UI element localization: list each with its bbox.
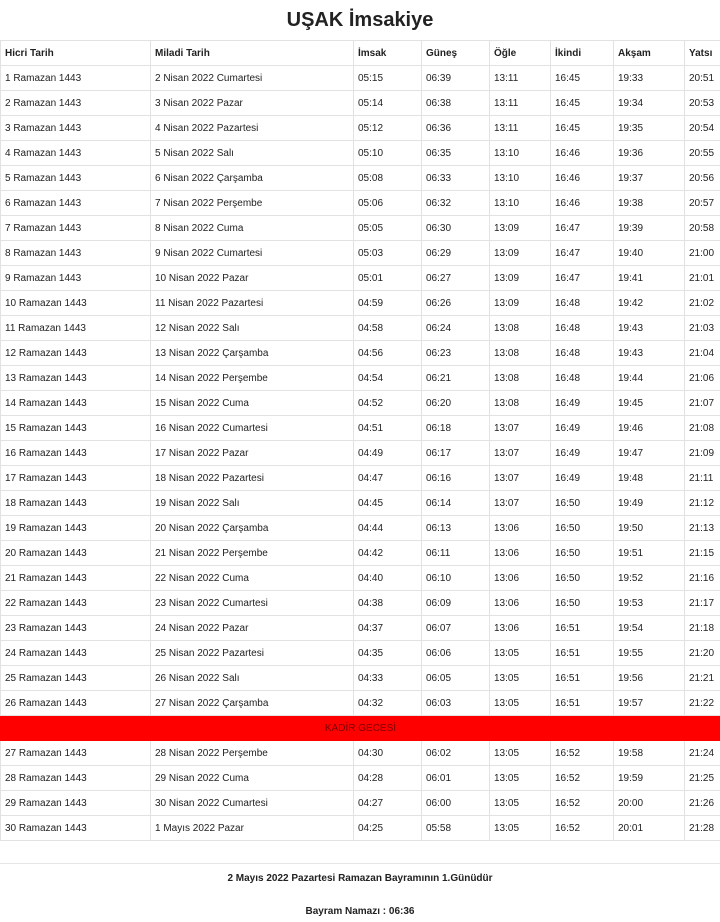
column-header-imsak: İmsak (354, 41, 422, 66)
cell-imsak: 04:37 (354, 616, 422, 641)
cell-miladi: 27 Nisan 2022 Çarşamba (151, 691, 354, 716)
cell-aksam: 19:51 (614, 541, 685, 566)
cell-miladi: 22 Nisan 2022 Cuma (151, 566, 354, 591)
cell-aksam: 19:42 (614, 291, 685, 316)
cell-yatsi: 21:26 (685, 791, 720, 816)
table-row (1, 316, 720, 341)
cell-ikindi: 16:50 (551, 491, 614, 516)
cell-hicri: 20 Ramazan 1443 (1, 541, 151, 566)
cell-yatsi: 21:00 (685, 241, 720, 266)
column-header-aksam: Akşam (614, 41, 685, 66)
table-row (1, 766, 720, 791)
cell-hicri: 4 Ramazan 1443 (1, 141, 151, 166)
cell-yatsi: 21:20 (685, 641, 720, 666)
cell-ogle: 13:06 (490, 566, 551, 591)
cell-gunes: 06:17 (422, 441, 490, 466)
cell-ikindi: 16:46 (551, 166, 614, 191)
cell-ikindi: 16:52 (551, 741, 614, 766)
cell-gunes: 06:32 (422, 191, 490, 216)
cell-miladi: 23 Nisan 2022 Cumartesi (151, 591, 354, 616)
cell-yatsi: 20:55 (685, 141, 720, 166)
table-row (1, 391, 720, 416)
cell-gunes: 06:30 (422, 216, 490, 241)
table-row (1, 816, 720, 841)
cell-ogle: 13:10 (490, 166, 551, 191)
cell-miladi: 18 Nisan 2022 Pazartesi (151, 466, 354, 491)
cell-imsak: 05:10 (354, 141, 422, 166)
cell-imsak: 04:35 (354, 641, 422, 666)
table-row (1, 791, 720, 816)
cell-imsak: 04:45 (354, 491, 422, 516)
table-row (1, 666, 720, 691)
cell-ogle: 13:08 (490, 391, 551, 416)
cell-hicri: 12 Ramazan 1443 (1, 341, 151, 366)
table-row (1, 741, 720, 766)
cell-imsak: 04:40 (354, 566, 422, 591)
cell-hicri: 17 Ramazan 1443 (1, 466, 151, 491)
cell-hicri: 16 Ramazan 1443 (1, 441, 151, 466)
table-row (1, 341, 720, 366)
cell-miladi: 24 Nisan 2022 Pazar (151, 616, 354, 641)
table-row (1, 691, 720, 716)
cell-hicri: 3 Ramazan 1443 (1, 116, 151, 141)
cell-gunes: 06:10 (422, 566, 490, 591)
table-row (1, 91, 720, 116)
cell-imsak: 04:47 (354, 466, 422, 491)
cell-imsak: 04:51 (354, 416, 422, 441)
cell-imsak: 04:27 (354, 791, 422, 816)
cell-aksam: 20:00 (614, 791, 685, 816)
table-row (1, 491, 720, 516)
cell-ikindi: 16:48 (551, 316, 614, 341)
cell-hicri: 14 Ramazan 1443 (1, 391, 151, 416)
table-row (1, 366, 720, 391)
cell-miladi: 25 Nisan 2022 Pazartesi (151, 641, 354, 666)
table-row (1, 516, 720, 541)
cell-ikindi: 16:51 (551, 691, 614, 716)
cell-ogle: 13:07 (490, 441, 551, 466)
cell-miladi: 8 Nisan 2022 Cuma (151, 216, 354, 241)
cell-ogle: 13:06 (490, 541, 551, 566)
column-header-ikindi: İkindi (551, 41, 614, 66)
cell-gunes: 06:16 (422, 466, 490, 491)
cell-hicri: 11 Ramazan 1443 (1, 316, 151, 341)
cell-gunes: 06:23 (422, 341, 490, 366)
cell-ogle: 13:06 (490, 616, 551, 641)
table-row (1, 541, 720, 566)
cell-ikindi: 16:47 (551, 216, 614, 241)
cell-gunes: 06:03 (422, 691, 490, 716)
cell-ikindi: 16:48 (551, 366, 614, 391)
cell-miladi: 3 Nisan 2022 Pazar (151, 91, 354, 116)
cell-miladi: 9 Nisan 2022 Cumartesi (151, 241, 354, 266)
cell-yatsi: 20:56 (685, 166, 720, 191)
cell-imsak: 04:58 (354, 316, 422, 341)
cell-ikindi: 16:50 (551, 566, 614, 591)
cell-imsak: 04:44 (354, 516, 422, 541)
cell-miladi: 2 Nisan 2022 Cumartesi (151, 66, 354, 91)
cell-aksam: 19:49 (614, 491, 685, 516)
cell-yatsi: 21:01 (685, 266, 720, 291)
cell-gunes: 05:58 (422, 816, 490, 841)
cell-imsak: 05:12 (354, 116, 422, 141)
cell-aksam: 19:53 (614, 591, 685, 616)
cell-ikindi: 16:46 (551, 141, 614, 166)
table-row (1, 241, 720, 266)
cell-hicri: 29 Ramazan 1443 (1, 791, 151, 816)
cell-yatsi: 21:07 (685, 391, 720, 416)
cell-gunes: 06:39 (422, 66, 490, 91)
cell-ikindi: 16:47 (551, 266, 614, 291)
cell-hicri: 21 Ramazan 1443 (1, 566, 151, 591)
cell-ikindi: 16:49 (551, 391, 614, 416)
cell-yatsi: 20:57 (685, 191, 720, 216)
cell-hicri: 28 Ramazan 1443 (1, 766, 151, 791)
cell-hicri: 26 Ramazan 1443 (1, 691, 151, 716)
table-row (1, 141, 720, 166)
cell-ogle: 13:09 (490, 241, 551, 266)
table-row (1, 616, 720, 641)
cell-hicri: 5 Ramazan 1443 (1, 166, 151, 191)
cell-gunes: 06:00 (422, 791, 490, 816)
cell-ikindi: 16:47 (551, 241, 614, 266)
column-header-gunes: Güneş (422, 41, 490, 66)
cell-miladi: 16 Nisan 2022 Cumartesi (151, 416, 354, 441)
cell-miladi: 29 Nisan 2022 Cuma (151, 766, 354, 791)
kadir-gecesi-row (1, 716, 720, 741)
cell-aksam: 19:57 (614, 691, 685, 716)
cell-ikindi: 16:52 (551, 766, 614, 791)
cell-ogle: 13:10 (490, 141, 551, 166)
cell-hicri: 19 Ramazan 1443 (1, 516, 151, 541)
cell-miladi: 19 Nisan 2022 Salı (151, 491, 354, 516)
cell-aksam: 19:59 (614, 766, 685, 791)
cell-gunes: 06:24 (422, 316, 490, 341)
cell-ikindi: 16:45 (551, 91, 614, 116)
cell-gunes: 06:38 (422, 91, 490, 116)
cell-gunes: 06:11 (422, 541, 490, 566)
table-row (1, 591, 720, 616)
cell-ikindi: 16:51 (551, 666, 614, 691)
cell-aksam: 19:33 (614, 66, 685, 91)
cell-miladi: 6 Nisan 2022 Çarşamba (151, 166, 354, 191)
cell-gunes: 06:21 (422, 366, 490, 391)
cell-imsak: 05:15 (354, 66, 422, 91)
cell-aksam: 19:40 (614, 241, 685, 266)
cell-yatsi: 21:15 (685, 541, 720, 566)
cell-gunes: 06:07 (422, 616, 490, 641)
cell-yatsi: 21:21 (685, 666, 720, 691)
cell-aksam: 19:58 (614, 741, 685, 766)
cell-miladi: 1 Mayıs 2022 Pazar (151, 816, 354, 841)
cell-aksam: 19:55 (614, 641, 685, 666)
cell-yatsi: 21:03 (685, 316, 720, 341)
cell-ikindi: 16:49 (551, 416, 614, 441)
cell-ikindi: 16:51 (551, 616, 614, 641)
cell-imsak: 04:59 (354, 291, 422, 316)
cell-ogle: 13:09 (490, 291, 551, 316)
cell-ogle: 13:09 (490, 216, 551, 241)
kadir-gecesi-label: KADİR GECESİ (1, 716, 720, 741)
cell-miladi: 30 Nisan 2022 Cumartesi (151, 791, 354, 816)
cell-yatsi: 20:58 (685, 216, 720, 241)
cell-gunes: 06:01 (422, 766, 490, 791)
cell-ogle: 13:05 (490, 641, 551, 666)
cell-ogle: 13:08 (490, 366, 551, 391)
header-row (1, 41, 720, 66)
column-header-hicri: Hicri Tarih (1, 41, 151, 66)
table-row (1, 416, 720, 441)
cell-miladi: 5 Nisan 2022 Salı (151, 141, 354, 166)
cell-yatsi: 21:16 (685, 566, 720, 591)
cell-yatsi: 21:08 (685, 416, 720, 441)
table-row (1, 166, 720, 191)
cell-hicri: 30 Ramazan 1443 (1, 816, 151, 841)
cell-imsak: 05:05 (354, 216, 422, 241)
cell-yatsi: 21:17 (685, 591, 720, 616)
cell-hicri: 27 Ramazan 1443 (1, 741, 151, 766)
cell-imsak: 04:54 (354, 366, 422, 391)
table-row (1, 441, 720, 466)
cell-hicri: 7 Ramazan 1443 (1, 216, 151, 241)
cell-imsak: 05:03 (354, 241, 422, 266)
cell-ikindi: 16:50 (551, 591, 614, 616)
cell-miladi: 13 Nisan 2022 Çarşamba (151, 341, 354, 366)
cell-yatsi: 20:54 (685, 116, 720, 141)
cell-hicri: 1 Ramazan 1443 (1, 66, 151, 91)
cell-imsak: 04:38 (354, 591, 422, 616)
cell-gunes: 06:20 (422, 391, 490, 416)
cell-ikindi: 16:51 (551, 641, 614, 666)
cell-hicri: 25 Ramazan 1443 (1, 666, 151, 691)
cell-ikindi: 16:52 (551, 816, 614, 841)
cell-aksam: 19:44 (614, 366, 685, 391)
cell-gunes: 06:05 (422, 666, 490, 691)
table-row (1, 641, 720, 666)
cell-gunes: 06:33 (422, 166, 490, 191)
table-row (1, 466, 720, 491)
cell-ikindi: 16:50 (551, 516, 614, 541)
cell-miladi: 14 Nisan 2022 Perşembe (151, 366, 354, 391)
cell-aksam: 19:50 (614, 516, 685, 541)
cell-aksam: 19:46 (614, 416, 685, 441)
table-row (1, 266, 720, 291)
cell-hicri: 24 Ramazan 1443 (1, 641, 151, 666)
cell-aksam: 19:54 (614, 616, 685, 641)
cell-yatsi: 21:28 (685, 816, 720, 841)
cell-hicri: 22 Ramazan 1443 (1, 591, 151, 616)
cell-aksam: 19:35 (614, 116, 685, 141)
cell-miladi: 15 Nisan 2022 Cuma (151, 391, 354, 416)
cell-hicri: 9 Ramazan 1443 (1, 266, 151, 291)
cell-imsak: 05:08 (354, 166, 422, 191)
page-title: UŞAK İmsakiye (286, 9, 434, 31)
bayram-info: 2 Mayıs 2022 Pazartesi Ramazan Bayramının 1.Günüdür (0, 863, 720, 890)
cell-hicri: 10 Ramazan 1443 (1, 291, 151, 316)
cell-yatsi: 21:24 (685, 741, 720, 766)
cell-ikindi: 16:45 (551, 116, 614, 141)
cell-imsak: 04:28 (354, 766, 422, 791)
cell-yatsi: 20:51 (685, 66, 720, 91)
column-header-ogle: Öğle (490, 41, 551, 66)
cell-ikindi: 16:50 (551, 541, 614, 566)
cell-aksam: 19:34 (614, 91, 685, 116)
cell-hicri: 23 Ramazan 1443 (1, 616, 151, 641)
cell-ikindi: 16:49 (551, 441, 614, 466)
cell-yatsi: 21:09 (685, 441, 720, 466)
cell-aksam: 19:36 (614, 141, 685, 166)
cell-imsak: 04:42 (354, 541, 422, 566)
cell-aksam: 19:48 (614, 466, 685, 491)
cell-yatsi: 21:13 (685, 516, 720, 541)
cell-ogle: 13:07 (490, 466, 551, 491)
cell-miladi: 12 Nisan 2022 Salı (151, 316, 354, 341)
cell-gunes: 06:27 (422, 266, 490, 291)
cell-ogle: 13:08 (490, 341, 551, 366)
cell-ogle: 13:05 (490, 741, 551, 766)
table-row (1, 566, 720, 591)
cell-hicri: 15 Ramazan 1443 (1, 416, 151, 441)
cell-ogle: 13:11 (490, 66, 551, 91)
cell-yatsi: 21:04 (685, 341, 720, 366)
cell-miladi: 10 Nisan 2022 Pazar (151, 266, 354, 291)
cell-hicri: 13 Ramazan 1443 (1, 366, 151, 391)
cell-yatsi: 21:18 (685, 616, 720, 641)
cell-ikindi: 16:49 (551, 466, 614, 491)
cell-ogle: 13:09 (490, 266, 551, 291)
cell-aksam: 19:38 (614, 191, 685, 216)
cell-ikindi: 16:52 (551, 791, 614, 816)
cell-aksam: 19:41 (614, 266, 685, 291)
cell-imsak: 04:33 (354, 666, 422, 691)
table-row (1, 216, 720, 241)
bayram-namazi: Bayram Namazı : 06:36 (305, 906, 415, 917)
cell-yatsi: 21:11 (685, 466, 720, 491)
cell-ogle: 13:08 (490, 316, 551, 341)
cell-gunes: 06:18 (422, 416, 490, 441)
cell-imsak: 04:30 (354, 741, 422, 766)
cell-imsak: 04:32 (354, 691, 422, 716)
cell-ogle: 13:07 (490, 416, 551, 441)
cell-gunes: 06:35 (422, 141, 490, 166)
cell-yatsi: 20:53 (685, 91, 720, 116)
cell-gunes: 06:13 (422, 516, 490, 541)
cell-miladi: 20 Nisan 2022 Çarşamba (151, 516, 354, 541)
cell-gunes: 06:06 (422, 641, 490, 666)
cell-aksam: 19:39 (614, 216, 685, 241)
cell-imsak: 05:14 (354, 91, 422, 116)
cell-ikindi: 16:46 (551, 191, 614, 216)
cell-aksam: 19:56 (614, 666, 685, 691)
cell-ogle: 13:05 (490, 766, 551, 791)
table-row (1, 66, 720, 91)
cell-ikindi: 16:45 (551, 66, 614, 91)
cell-miladi: 4 Nisan 2022 Pazartesi (151, 116, 354, 141)
cell-hicri: 2 Ramazan 1443 (1, 91, 151, 116)
cell-ogle: 13:05 (490, 791, 551, 816)
cell-imsak: 05:01 (354, 266, 422, 291)
table-row (1, 291, 720, 316)
cell-ogle: 13:05 (490, 666, 551, 691)
cell-hicri: 8 Ramazan 1443 (1, 241, 151, 266)
column-header-miladi: Miladi Tarih (151, 41, 354, 66)
imsakiye-table (0, 40, 720, 841)
cell-gunes: 06:14 (422, 491, 490, 516)
table-row (1, 191, 720, 216)
cell-miladi: 11 Nisan 2022 Pazartesi (151, 291, 354, 316)
cell-ogle: 13:10 (490, 191, 551, 216)
cell-aksam: 19:47 (614, 441, 685, 466)
cell-imsak: 04:56 (354, 341, 422, 366)
cell-ogle: 13:11 (490, 91, 551, 116)
cell-ogle: 13:06 (490, 516, 551, 541)
cell-ogle: 13:07 (490, 491, 551, 516)
cell-aksam: 19:45 (614, 391, 685, 416)
cell-gunes: 06:26 (422, 291, 490, 316)
cell-aksam: 19:37 (614, 166, 685, 191)
cell-imsak: 04:49 (354, 441, 422, 466)
cell-gunes: 06:09 (422, 591, 490, 616)
cell-gunes: 06:02 (422, 741, 490, 766)
cell-ogle: 13:11 (490, 116, 551, 141)
table-row (1, 116, 720, 141)
cell-ogle: 13:05 (490, 816, 551, 841)
cell-hicri: 18 Ramazan 1443 (1, 491, 151, 516)
cell-aksam: 19:43 (614, 316, 685, 341)
cell-imsak: 04:25 (354, 816, 422, 841)
cell-ikindi: 16:48 (551, 291, 614, 316)
cell-ogle: 13:05 (490, 691, 551, 716)
cell-gunes: 06:36 (422, 116, 490, 141)
cell-hicri: 6 Ramazan 1443 (1, 191, 151, 216)
cell-aksam: 19:43 (614, 341, 685, 366)
cell-yatsi: 21:12 (685, 491, 720, 516)
column-header-yatsi: Yatsı (685, 41, 720, 66)
cell-yatsi: 21:25 (685, 766, 720, 791)
cell-miladi: 21 Nisan 2022 Perşembe (151, 541, 354, 566)
cell-yatsi: 21:22 (685, 691, 720, 716)
cell-miladi: 17 Nisan 2022 Pazar (151, 441, 354, 466)
cell-yatsi: 21:06 (685, 366, 720, 391)
cell-miladi: 26 Nisan 2022 Salı (151, 666, 354, 691)
table-body (1, 66, 720, 841)
cell-miladi: 7 Nisan 2022 Perşembe (151, 191, 354, 216)
cell-aksam: 19:52 (614, 566, 685, 591)
cell-yatsi: 21:02 (685, 291, 720, 316)
cell-imsak: 04:52 (354, 391, 422, 416)
cell-ikindi: 16:48 (551, 341, 614, 366)
cell-miladi: 28 Nisan 2022 Perşembe (151, 741, 354, 766)
cell-imsak: 05:06 (354, 191, 422, 216)
cell-gunes: 06:29 (422, 241, 490, 266)
cell-aksam: 20:01 (614, 816, 685, 841)
cell-ogle: 13:06 (490, 591, 551, 616)
